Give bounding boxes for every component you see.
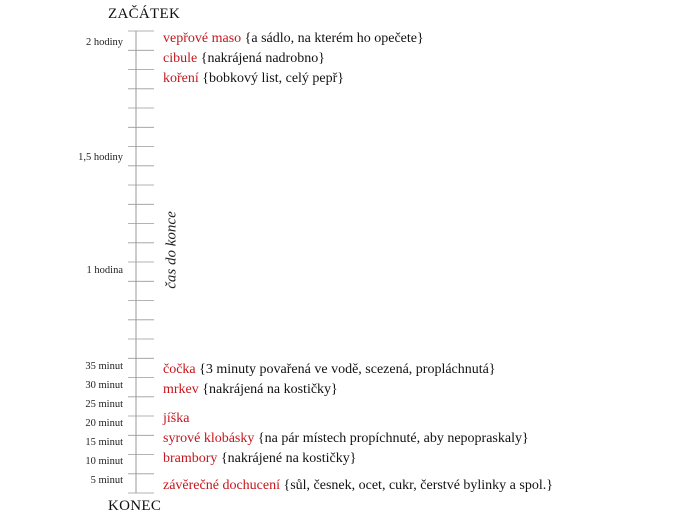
time-label-2h: 2 hodiny xyxy=(85,37,123,48)
ingredient-name: syrové klobásky xyxy=(163,431,255,446)
ingredient-note: {nakrájená nadrobno} xyxy=(197,51,325,66)
time-label-5min: 5 minut xyxy=(90,475,123,486)
ingredient-name: závěrečné dochucení xyxy=(163,478,280,493)
time-label-1h: 1 hodina xyxy=(86,265,123,276)
entry-carrot xyxy=(163,381,338,399)
entry-sausages xyxy=(163,430,529,448)
time-label-20min: 20 minut xyxy=(85,418,123,429)
end-title: KONEC xyxy=(108,498,162,514)
ingredient-note: {na pár místech propíchnuté, aby nepopraskaly} xyxy=(254,431,529,446)
axis-label: čas do konce xyxy=(163,211,180,289)
time-label-35min: 35 minut xyxy=(85,361,123,372)
entry-pork xyxy=(163,30,424,48)
ingredient-name: jíška xyxy=(163,411,190,426)
time-label-1-5h: 1,5 hodiny xyxy=(78,152,123,163)
ingredient-name: cibule xyxy=(163,51,198,66)
ingredient-name: brambory xyxy=(163,451,218,466)
ingredient-name: mrkev xyxy=(163,382,199,397)
entry-roux xyxy=(163,410,189,428)
time-label-15min: 15 minut xyxy=(85,437,123,448)
entry-potatoes xyxy=(163,450,356,468)
entry-spices xyxy=(163,70,344,88)
entry-seasoning xyxy=(163,477,553,495)
ingredient-note: {3 minuty povařená ve vodě, scezená, propláchnutá} xyxy=(195,362,496,377)
ingredient-note: {nakrájená na kostičky} xyxy=(198,382,338,397)
ingredient-note: {nakrájené na kostičky} xyxy=(217,451,357,466)
time-label-30min: 30 minut xyxy=(85,380,123,391)
start-title: ZAČÁTEK xyxy=(108,6,181,22)
time-label-25min: 25 minut xyxy=(85,399,123,410)
ingredient-note: {bobkový list, celý pepř} xyxy=(198,71,345,86)
entry-onion xyxy=(163,50,325,68)
time-label-10min: 10 minut xyxy=(85,456,123,467)
ingredient-name: koření xyxy=(163,71,199,86)
ingredient-note: {sůl, česnek, ocet, cukr, čerstvé bylinky a spol.} xyxy=(279,478,553,493)
ingredient-note: {a sádlo, na kterém ho opečete} xyxy=(241,31,424,46)
ingredient-name: vepřové maso xyxy=(163,31,242,46)
entry-lentils xyxy=(163,361,496,379)
ingredient-name: čočka xyxy=(163,362,196,377)
